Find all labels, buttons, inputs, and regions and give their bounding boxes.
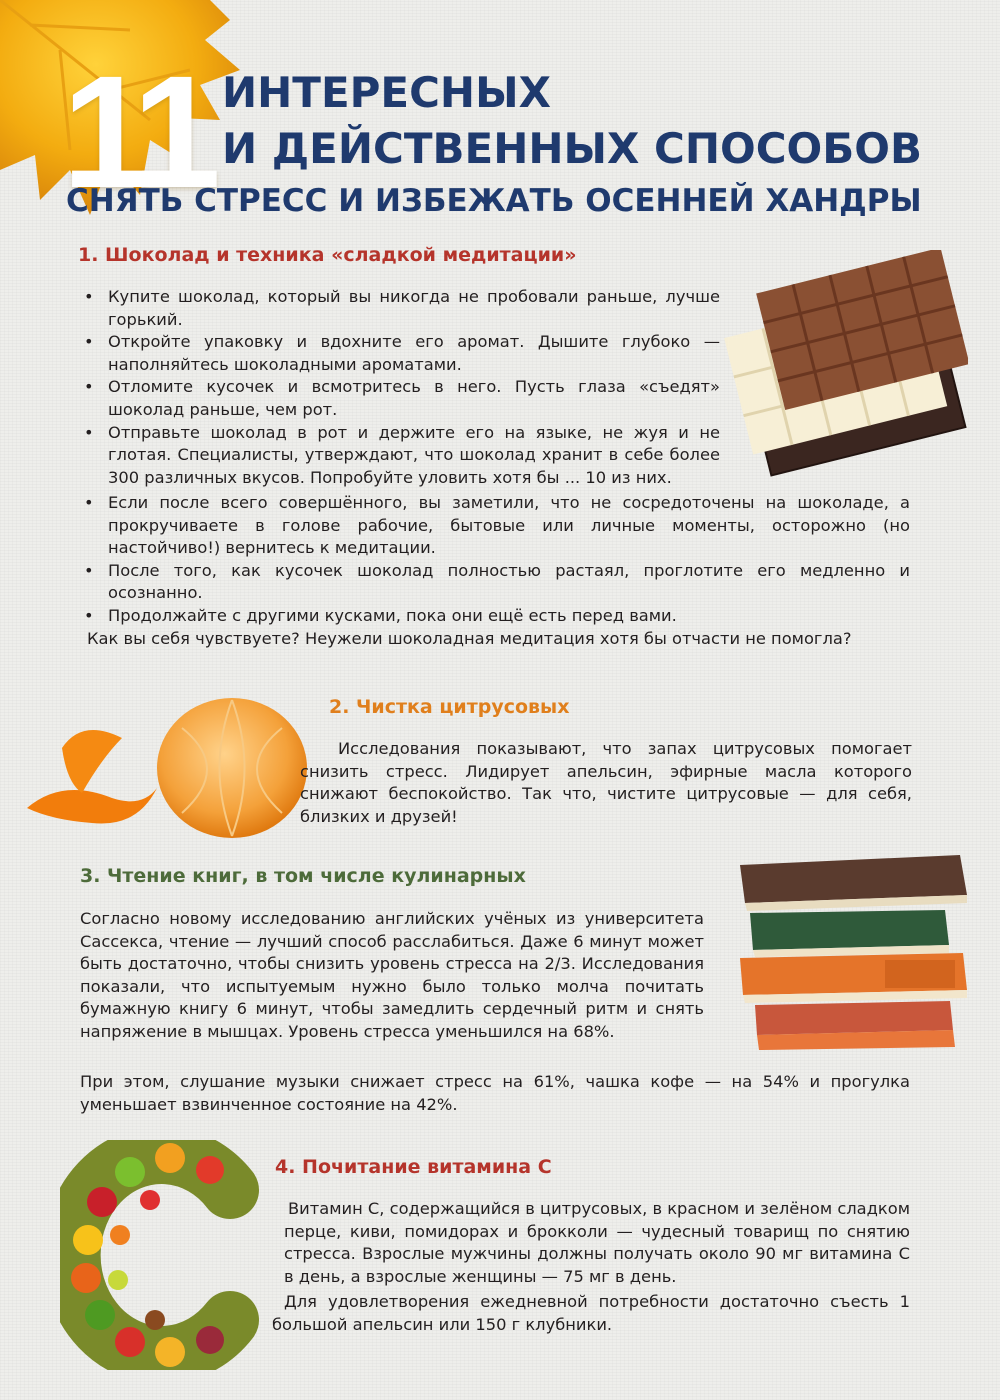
section-1-list-wrap-wide — [80, 492, 910, 650]
list-item: • Если после всего совершённого, вы заметили, что не сосредоточены на шоколаде, а прокручиваете в голове рабочие, бытовые или личные моменты, осторожно (но настойчиво!) вернитесь к медитации. — [80, 492, 910, 560]
headline-line-2: И ДЕЙСТВЕННЫХ СПОСОБОВ — [222, 124, 922, 173]
book-stack-icon — [735, 855, 975, 1050]
list-item: • Продолжайте с другими кусками, пока они ещё есть перед вами. — [80, 605, 910, 628]
section-3-body-1: Согласно новому исследованию английских учёных из университета Сассекса, чтение — лучший способ расслабиться. Даже 6 минут может быть достаточно, чтобы снизить уровень стресса на 2/3. Исследования показали, что испытуемым нужно было только молча почитать бумажную книгу 6 минут, чтобы замедлить сердечный ритм и снять напряжение в мышцах. Уровень стресса уменьшился на 68%. — [80, 909, 704, 1041]
headline-line-3: СНЯТЬ СТРЕСС И ИЗБЕЖАТЬ ОСЕННЕЙ ХАНДРЫ — [66, 183, 922, 219]
list-item: • Отправьте шоколад в рот и держите его на языке, не жуя и не глотая. Специалисты, утверждают, что шоколад хранит в себе более 300 различных вкусов. Попробуйте уловить хотя бы ... 10 из них. — [80, 422, 720, 490]
peeled-orange-icon — [22, 688, 312, 843]
headline-line-1: ИНТЕРЕСНЫХ — [222, 68, 551, 117]
section-2-title: 2. Чистка цитрусовых — [329, 696, 570, 718]
fruit-letter-c-icon — [60, 1140, 260, 1370]
section-4-body-1: Витамин С, содержащийся в цитрусовых, в красном и зелёном сладком перце, киви, помидорах и брокколи — чудесный товарищ по снятию стресса. Взрослые мужчины должны получать около 90 мг витамина С в день, а взрослые женщины — 75 мг в день. — [284, 1199, 910, 1286]
list-item: • После того, как кусочек шоколад полностью растаял, проглотите его медленно и осознанно. — [80, 560, 910, 605]
list-item: • Откройте упаковку и вдохните его аромат. Дышите глубоко — наполняйтесь шоколадными ароматами. — [80, 331, 720, 376]
section-1-list-wrap — [80, 286, 720, 489]
section-1-title: 1. Шоколад и техника «сладкой медитации» — [78, 244, 577, 266]
list-item: • Купите шоколад, который вы никогда не пробовали раньше, лучше горький. — [80, 286, 720, 331]
section-1-bullets-continued — [80, 492, 910, 628]
section-4-body-2: Для удовлетворения ежедневной потребности достаточно съесть 1 большой апельсин или 150 г клубники. — [272, 1292, 910, 1334]
list-item: • Отломите кусочек и всмотритесь в него. Пусть глаза «съедят» шоколад раньше, чем рот. — [80, 376, 720, 421]
section-1-closing: Как вы себя чувствуете? Неужели шоколадная медитация хотя бы отчасти не помогла? — [87, 628, 852, 648]
section-3-body-2: При этом, слушание музыки снижает стресс на 61%, чашка кофе — на 54% и прогулка уменьшает взвинченное состояние на 42%. — [80, 1072, 910, 1114]
chocolate-bars-icon — [718, 250, 968, 485]
headline-number: 11 — [62, 42, 212, 221]
section-4-title: 4. Почитание витамина С — [275, 1156, 552, 1178]
section-1-bullets — [80, 286, 720, 489]
section-2-body: Исследования показывают, что запах цитрусовых помогает снизить стресс. Лидирует апельсин, эфирные масла которого снижают беспокойство. Так что, чистите цитрусовые — для себя, близких и друзей! — [300, 739, 912, 826]
section-3-title: 3. Чтение книг, в том числе кулинарных — [80, 865, 526, 887]
